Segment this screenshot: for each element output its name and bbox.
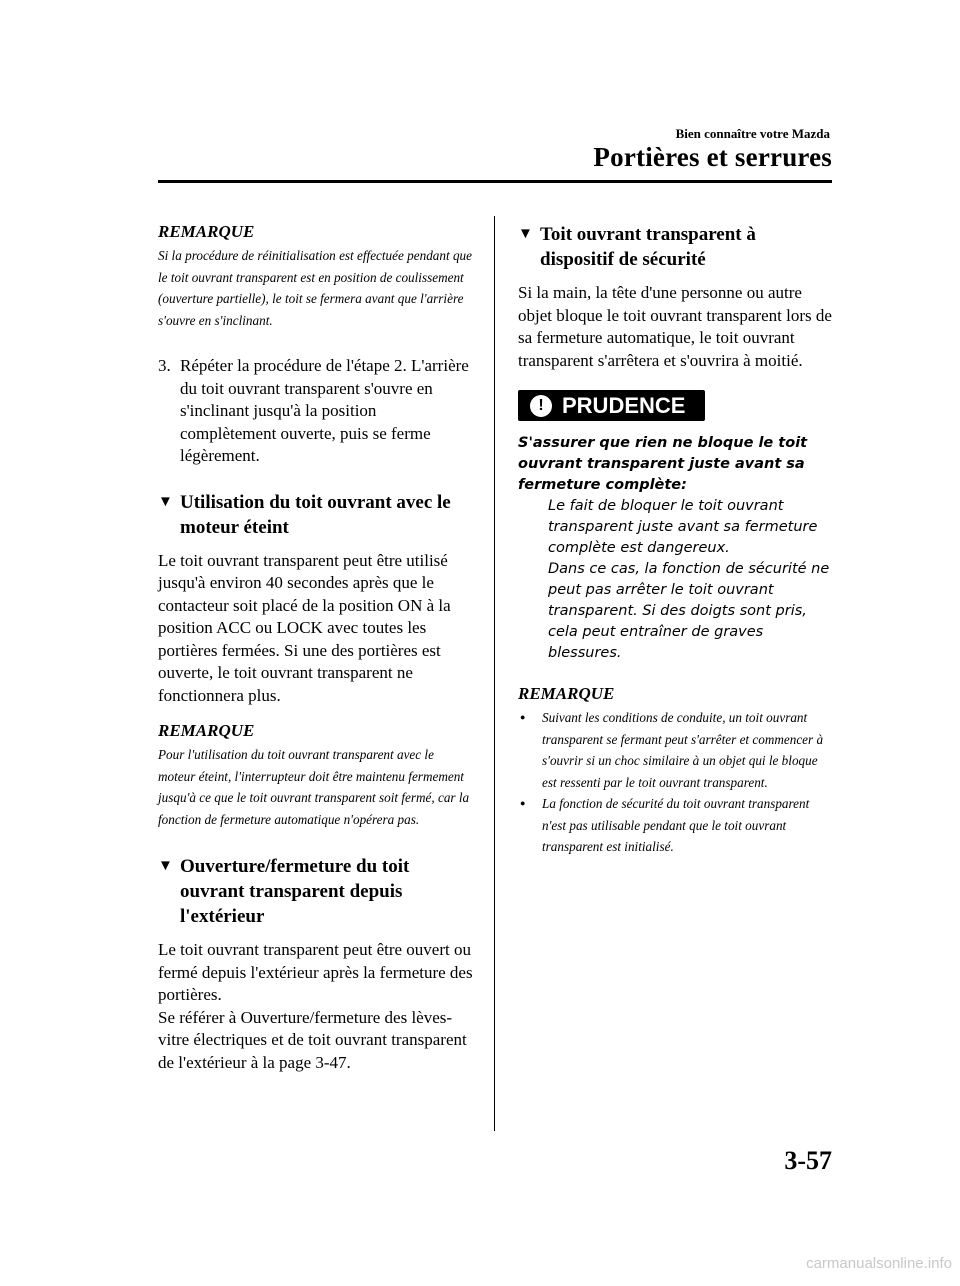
- caution-lead: S'assurer que rien ne bloque le toit ouvrant transparent juste avant sa fermeture complète:: [518, 435, 808, 493]
- page-title: Portières et serrures: [593, 142, 832, 172]
- caution-badge: [518, 390, 705, 421]
- page-number: 3-57: [784, 1146, 832, 1175]
- warning-icon: !: [530, 395, 552, 417]
- triangle-down-icon: ▼: [518, 226, 533, 242]
- bullet-icon: ●: [520, 798, 526, 808]
- triangle-down-icon: ▼: [158, 858, 173, 874]
- caution-text: Le fait de bloquer le toit ouvrant transparent juste avant sa fermeture complète est dangereux.: [548, 498, 818, 556]
- section-body: Si la main, la tête d'une personne ou autre objet bloque le toit ouvrant transparent lors de sa fermeture automatique, le toit ouvrant transparent s'arrêtera et s'ouvrira à moitié.: [518, 283, 832, 370]
- header-divider: [158, 180, 832, 183]
- column-divider: [494, 216, 495, 1131]
- watermark: carmanualsonline.info: [806, 1255, 952, 1272]
- note-title: REMARQUE: [158, 721, 255, 740]
- section-heading: [158, 854, 474, 929]
- section-heading: [158, 490, 474, 540]
- section-title: Ouverture/fermeture du toit ouvrant transparent depuis l'extérieur: [180, 856, 410, 927]
- list-item-text: Suivant les conditions de conduite, un toit ouvrant transparent se fermant peut s'arrêter et commencer à s'ouvrir si un choc similaire à un objet qui le bloque est ressenti par le toit ouvrant transparent.: [542, 710, 824, 790]
- step-text: Répéter la procédure de l'étape 2. L'arrière du toit ouvrant transparent s'ouvre en s'inclinant jusqu'à la position complètement ouverte, puis se ferme légèrement.: [180, 356, 469, 465]
- section-body: Le toit ouvrant transparent peut être utilisé jusqu'à environ 40 secondes après que le contacteur soit placé de la position ON à la position ACC ou LOCK avec toutes les portières fermées. Si une des portières est ouverte, le toit ouvrant transparent ne fonctionnera plus.: [158, 550, 451, 705]
- triangle-down-icon: ▼: [158, 493, 173, 510]
- note-list: [518, 707, 832, 858]
- note-text: Pour l'utilisation du toit ouvrant transparent avec le moteur éteint, l'interrupteur doit être maintenu fermement jusqu'à ce que le toit ouvrant transparent soit fermé, car la fonction de fermeture automatique n'opérera pas.: [158, 747, 470, 827]
- note-title: REMARQUE: [158, 222, 255, 241]
- note-block: [158, 721, 474, 830]
- section-title: Toit ouvrant transparent à dispositif de sécurité: [540, 224, 756, 270]
- note-block: [518, 684, 832, 858]
- chapter-subtitle: Bien connaître votre Mazda: [675, 126, 830, 141]
- list-item: [518, 707, 832, 793]
- caution-text: Dans ce cas, la fonction de sécurité ne peut pas arrêter le toit ouvrant transparent. Si des doigts sont pris, cela peut entraîner de graves blessures.: [548, 561, 830, 661]
- note-block: [158, 222, 474, 331]
- section-body: Se référer à Ouverture/fermeture des lèves-vitre électriques et de toit ouvrant transparent de l'extérieur à la page 3-47.: [158, 1007, 467, 1072]
- left-column: [158, 222, 474, 1074]
- bullet-icon: ●: [520, 712, 526, 722]
- caution-label: PRUDENCE: [562, 392, 686, 418]
- caution-block: [518, 390, 832, 664]
- note-text: Si la procédure de réinitialisation est effectuée pendant que le toit ouvrant transparent est en position de coulissement (ouverture partielle), le toit se fermera avant que l'arrière s'ouvre en s'inclinant.: [158, 248, 472, 328]
- note-title: REMARQUE: [518, 684, 615, 703]
- section-title: Utilisation du toit ouvrant avec le moteur éteint: [180, 491, 451, 538]
- step-item: [158, 355, 474, 468]
- section-body: Le toit ouvrant transparent peut être ouvert ou fermé depuis l'extérieur après la fermeture des portières.: [158, 940, 473, 1004]
- step-number: 3.: [158, 356, 171, 375]
- right-column: [518, 222, 832, 858]
- list-item: [518, 793, 832, 858]
- list-item-text: La fonction de sécurité du toit ouvrant transparent n'est pas utilisable pendant que le toit ouvrant transparent est initialisé.: [542, 796, 810, 854]
- section-heading: [518, 222, 832, 272]
